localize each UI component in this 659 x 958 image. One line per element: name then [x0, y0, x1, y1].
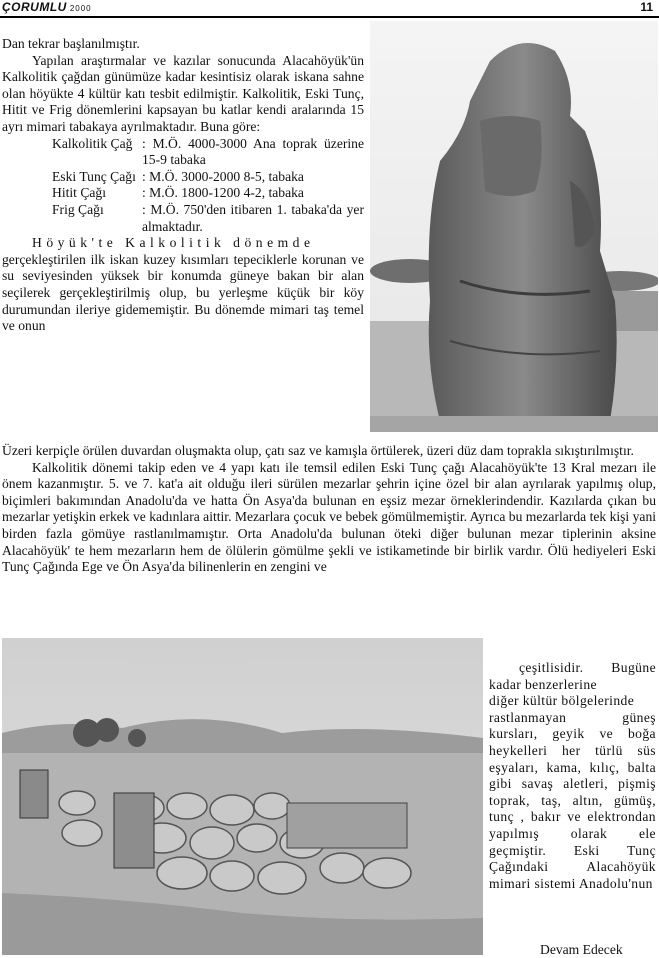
period-range: : M.Ö. 750'den itibaren 1. tabaka'da yer almaktadır.	[142, 201, 364, 234]
full-width-text	[2, 443, 656, 576]
paragraph: gerçekleştirilen ilk iskan kuzey kısımları tepeciklerle korunan ve su seviyesinden yüksek bir konumda güneye bakan bir alan seçilerek gerçekleştirilmiş olup, bu yerleşme küçük bir köy durumundan ileriye gidememiştir. Bu dönemde mimari taş temel ve onun	[2, 251, 364, 334]
continued-note: Devam Edecek	[540, 942, 623, 957]
period-name: Frig Çağı	[52, 201, 104, 217]
left-column-text	[2, 36, 364, 335]
period-range: : M.Ö. 1800-1200 4-2, tabaka	[142, 185, 304, 201]
header-rule	[0, 16, 659, 18]
period-name: Eski Tunç Çağı	[52, 168, 136, 184]
period-row	[2, 202, 364, 235]
paragraph: çeşitlisidir. Bugüne kadar benzerlerine	[489, 660, 656, 692]
issue-year: 2000	[69, 4, 92, 13]
paragraph: Kalkolitik dönemi takip eden ve 4 yapı katı ile temsil edilen Eski Tunç çağı Alacahöyük'te 13 Kral mezarı ile önem kazanmıştır. 5. ve 7. kat'a ait olduğu ileri sürülen mezarlar şehrin içine özel bir alan ayrılarak yapılmış olup, biçimleri bakımından Anadolu'da ve hatta Ön Asya'da bulunan en eşsiz mezar örneklerindendir. Kazılarda çıkan bu mezarlar yetişkin erkek ve kadınlara aittir. Mezarlara çocuk ve bebek gömülmemiştir. Ayrıca bu mezarlarda tek kişi yani birden fazla gömüye rastlanılmamıştır. Orta Anadolu'da bulunan öteki diğer bulunan mezar tiplerinin aksine Alacahöyük' te hem mezarların hem de ölülerin gömülme şekli ve istikametinde bir birlik vardır. Ölü hediyeleri Eski Tunç Çağında Ege ve Ön Asya'da bilinenlerin en zengini ve	[2, 459, 657, 575]
period-range: : M.Ö. 4000-3000 Ana toprak üzerine 15-9 tabaka	[142, 135, 364, 168]
paragraph: Üzeri kerpiçle örülen duvardan oluşmakta olup, çatı saz ve kamışla örtülerek, üzeri düz dam toprakla sıkıştırılmıştır.	[2, 443, 634, 458]
magazine-brand: ÇORUMLU 2000	[2, 0, 92, 14]
excavation-walls-photo	[2, 638, 483, 955]
page-number: 11	[640, 0, 653, 14]
period-row	[2, 169, 364, 186]
paragraph-spaced-line: Höyük'te Kalkolitik dönemde	[32, 235, 315, 251]
period-range: : M.Ö. 3000-2000 8-5, tabaka	[142, 168, 304, 184]
period-name: Kalkolitik Çağ	[52, 135, 133, 151]
period-name: Hitit Çağı	[52, 185, 106, 201]
period-row	[2, 136, 364, 169]
paragraph: Yapılan araştırmalar ve kazılar sonucunda Alacahöyük'ün Kalkolitik çağdan günümüze kadar kesintisiz olarak iskana sahne olan höyükte 4 kültür katı tesbit edilmiştir. Kalkolitik, Eski Tunç, Hitit ve Frig dönemlerini kapsayan bu katlar kendi aralarında 15 ayrı mimari tabakaya ayrılmaktadır. Buna göre:	[2, 52, 364, 134]
paragraph: Dan tekrar başlanılmıştır.	[2, 36, 140, 51]
page-header	[0, 0, 659, 16]
right-column-text	[489, 660, 656, 892]
paragraph: rastlanmayan güneş kursları, geyik ve boğa heykelleri her türlü süs eşyaları, kama, kılıç, balta gibi savaş aletleri, pişmiş toprak, taş, altın, gümüş, tunç , bakır ve elektrondan yapılmış olarak ele geçmiştir. Eski Tunç Çağındaki Alacahöyük mimari sistemi Anadolu'nun	[489, 709, 656, 891]
period-row	[2, 185, 364, 202]
paragraph-spaced-line: diğer kültür bölgelerinde	[489, 693, 635, 709]
sphinx-statue-photo	[370, 21, 658, 432]
